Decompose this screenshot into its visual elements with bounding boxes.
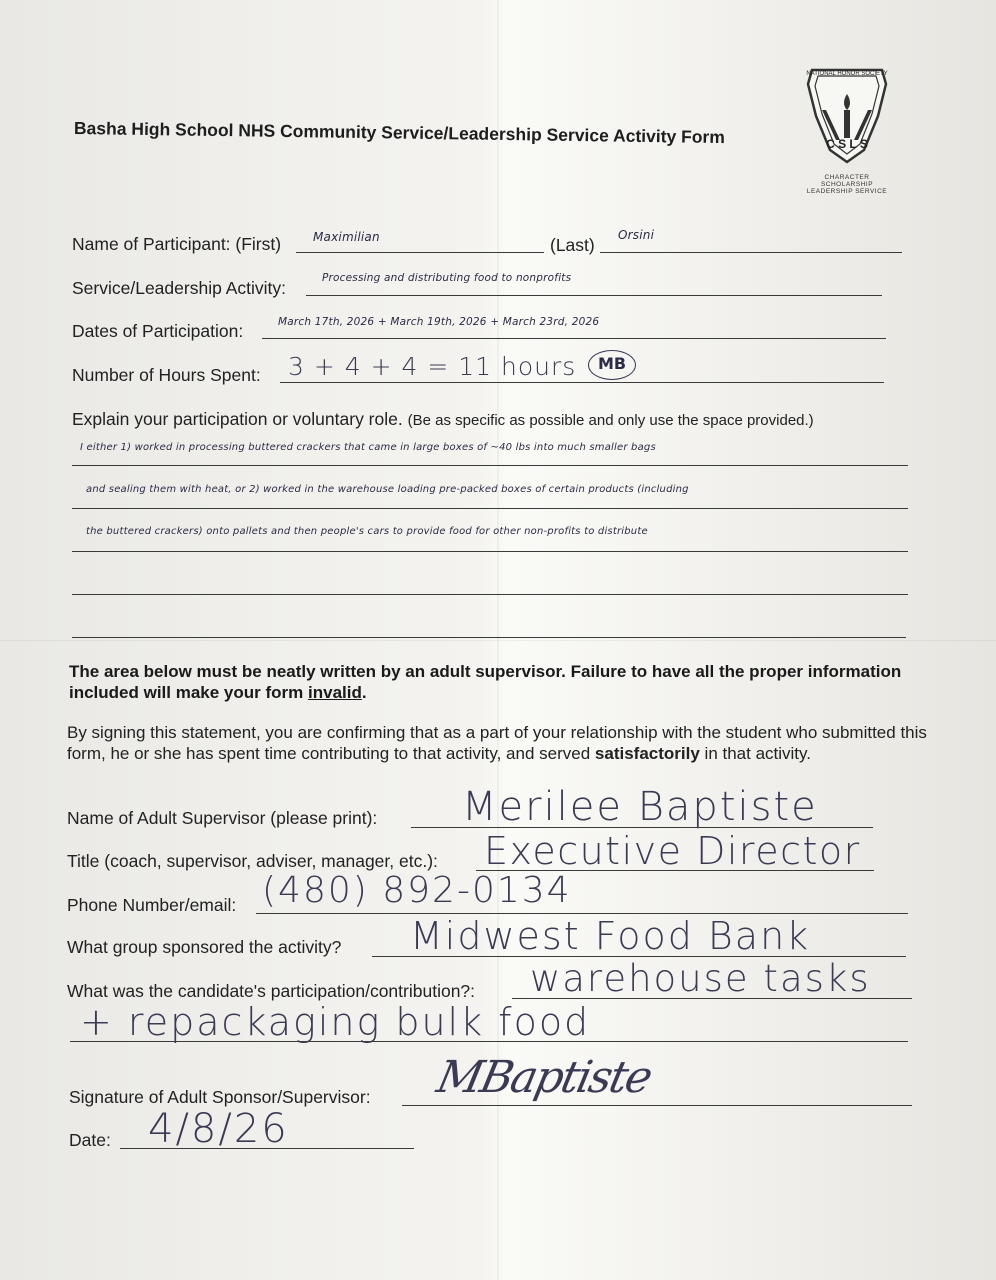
phone-value: (480) 892-0134 xyxy=(262,870,572,911)
date-label: Date: xyxy=(69,1130,111,1150)
supervisor-title-label: Title (coach, supervisor, adviser, manager, etc.): xyxy=(67,851,438,871)
logo-top-text: NATIONAL HONOR SOCIETY xyxy=(806,71,888,77)
explain-label-main: Explain your participation or voluntary role. xyxy=(72,409,403,429)
dates-value: March 17th, 2026 + March 19th, 2026 + March 23rd, 2026 xyxy=(278,316,600,328)
supervisor-name-value: Merilee Baptiste xyxy=(462,784,818,830)
nhs-logo xyxy=(804,66,890,216)
signature-line xyxy=(402,1105,912,1106)
group-value: Midwest Food Bank xyxy=(410,914,811,958)
phone-label: Phone Number/email: xyxy=(67,895,237,915)
explain-line-1-text: I either 1) worked in processing buttered crackers that came in large boxes of ~40 lbs into much smaller bags xyxy=(80,442,656,453)
last-name-line xyxy=(600,252,902,253)
hours-initials-circle xyxy=(588,350,636,380)
first-name-value: Maximilian xyxy=(313,230,380,244)
signature-value: MBaptiste xyxy=(432,1052,656,1103)
supervisor-notice-text: The area below must be neatly written by an adult supervisor. Failure to have all the proper information included will make your form xyxy=(69,662,902,702)
logo-bottom-text: CHARACTER SCHOLARSHIP LEADERSHIP SERVICE xyxy=(806,174,888,195)
explain-line-1 xyxy=(72,465,908,466)
form-title: Basha High School NHS Community Service/Leadership Service Activity Form xyxy=(73,118,726,148)
date-value: 4/8/26 xyxy=(148,1106,289,1152)
explain-line-4 xyxy=(72,594,908,595)
hours-initials: MB xyxy=(597,354,627,373)
first-name-line xyxy=(296,252,544,253)
explain-line-5 xyxy=(72,637,906,638)
explain-line-2 xyxy=(72,508,908,509)
last-name-label: (Last) xyxy=(550,235,595,255)
statement-text: By signing this statement, you are confirming that as a part of your relationship with the student who submitted this form, he or she has spent time contributing to that activity, and served xyxy=(67,723,927,763)
explain-label-note: (Be as specific as possible and only use the space provided.) xyxy=(407,412,814,429)
explain-label xyxy=(72,409,814,430)
dates-line xyxy=(262,338,886,339)
statement-end: in that activity. xyxy=(704,744,811,763)
hours-line xyxy=(280,382,884,383)
explain-line-3 xyxy=(72,551,908,552)
paper-fold-horizontal xyxy=(0,640,996,641)
contribution-value-2: + repackaging bulk food xyxy=(80,1000,591,1044)
dates-label: Dates of Participation: xyxy=(72,321,244,341)
group-label: What group sponsored the activity? xyxy=(67,937,342,957)
hours-value: 3 + 4 + 4 = 11 hours xyxy=(288,352,577,381)
logo-letters: C S L S xyxy=(826,137,868,151)
confirmation-statement xyxy=(67,722,927,764)
explain-line-3-text: the buttered crackers) onto pallets and then people's cars to provide food for other non-profits to distribute xyxy=(86,526,648,537)
hours-label: Number of Hours Spent: xyxy=(72,365,261,385)
activity-label: Service/Leadership Activity: xyxy=(72,278,286,298)
activity-line xyxy=(306,295,882,296)
statement-bold: satisfactorily xyxy=(594,744,700,763)
first-name-label: Name of Participant: (First) xyxy=(72,234,282,254)
invalid-word: invalid xyxy=(308,683,362,702)
last-name-value: Orsini xyxy=(618,228,655,242)
supervisor-notice xyxy=(69,661,909,703)
signature-label: Signature of Adult Sponsor/Supervisor: xyxy=(69,1087,371,1107)
contribution-label: What was the candidate's participation/contribution?: xyxy=(67,981,476,1001)
supervisor-name-label: Name of Adult Supervisor (please print): xyxy=(67,808,378,828)
contribution-value-1: warehouse tasks xyxy=(530,957,871,1000)
activity-value: Processing and distributing food to nonprofits xyxy=(322,272,572,284)
explain-line-2-text: and sealing them with heat, or 2) worked in the warehouse loading pre-packed boxes of certain products (including xyxy=(86,484,689,495)
supervisor-notice-end: . xyxy=(361,683,367,702)
supervisor-title-value: Executive Director xyxy=(484,829,861,873)
